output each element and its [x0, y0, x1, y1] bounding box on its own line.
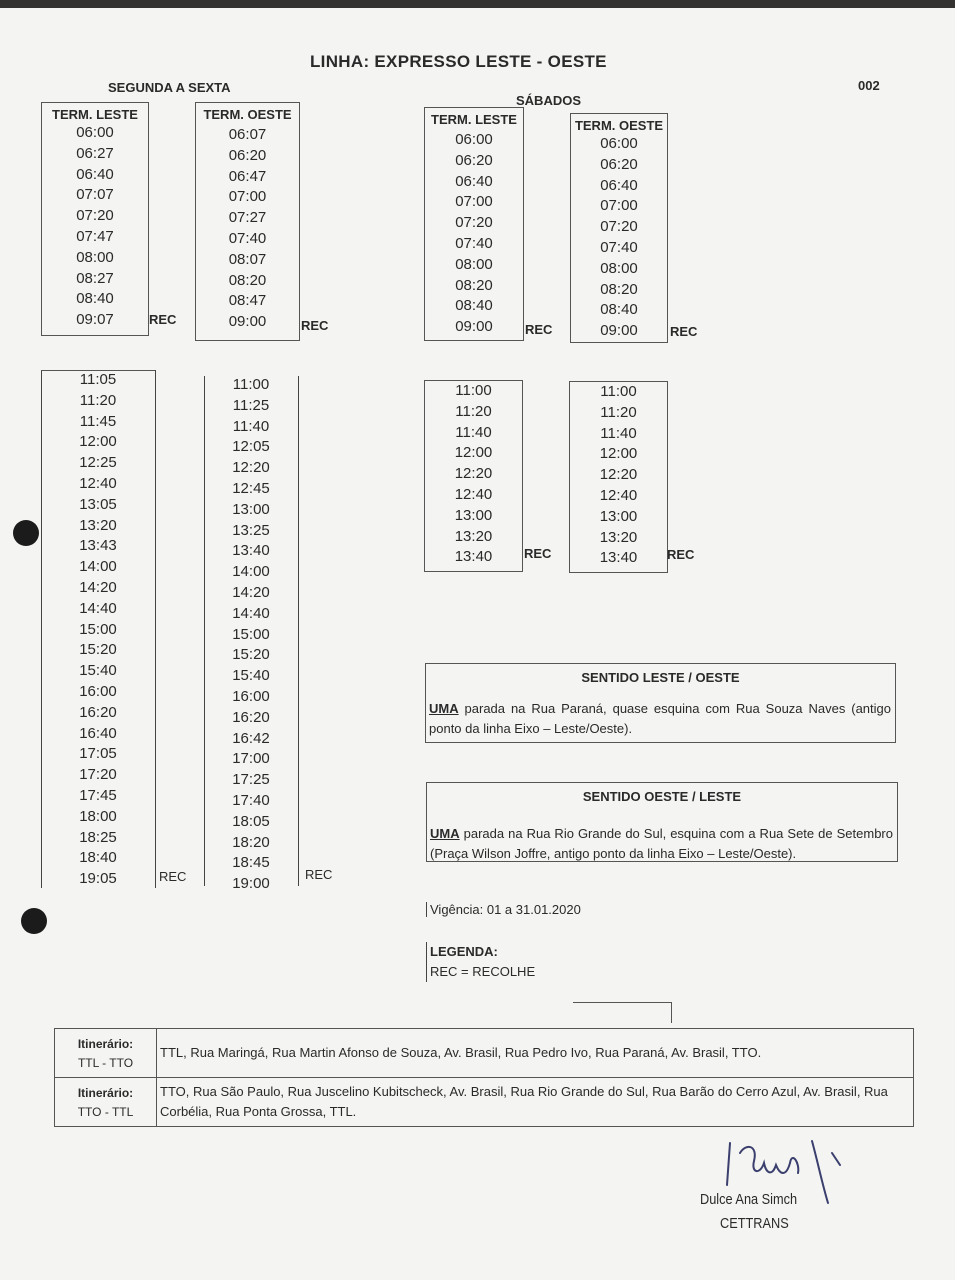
saturday-afternoon-oeste-box [569, 381, 668, 573]
time-cell: 06:40 [76, 165, 114, 183]
binder-hole [21, 908, 47, 934]
signatory-name: Dulce Ana Simch [700, 1191, 798, 1208]
time-cell: 12:05 [232, 438, 270, 456]
time-cell: 11:40 [455, 423, 492, 441]
note-emphasis: UMA [430, 826, 460, 841]
document-number: 002 [858, 78, 880, 93]
itinerary-text: TTO, Rua São Paulo, Rua Juscelino Kubitscheck, Av. Brasil, Rua Rio Grande do Sul, Rua Barão do Cerro Azul, Av. Brasil, Rua Corbélia, Rua Ponta Grossa, TTL. [160, 1084, 888, 1119]
time-cell: 17:40 [232, 791, 270, 809]
binder-hole [13, 520, 39, 546]
itinerary-label-cell [55, 1029, 157, 1077]
saturday-afternoon-leste-times [425, 381, 522, 568]
time-cell: 15:20 [232, 646, 270, 664]
column-rule [298, 376, 299, 886]
time-cell: 07:00 [455, 193, 493, 211]
time-cell: 07:20 [600, 218, 638, 236]
time-cell: 16:20 [79, 703, 117, 721]
time-cell: 18:00 [79, 807, 117, 825]
rec-marker: REC [525, 322, 553, 337]
time-cell: 11:00 [232, 376, 270, 393]
time-cell: 07:47 [76, 227, 114, 245]
time-cell: 11:00 [455, 382, 492, 399]
time-cell: 14:20 [79, 578, 117, 596]
weekday-morning-leste-box [41, 102, 149, 336]
time-cell: 18:40 [79, 849, 117, 867]
time-cell: 08:00 [76, 248, 114, 266]
table-row [55, 1029, 913, 1078]
time-cell: 08:40 [455, 297, 493, 315]
time-cell: 11:20 [79, 391, 117, 409]
time-cell: 08:00 [600, 259, 638, 277]
time-cell: 06:20 [600, 155, 638, 173]
legend-item: REC = RECOLHE [430, 964, 536, 979]
time-cell: 08:20 [228, 271, 267, 289]
time-cell: 14:00 [79, 558, 117, 576]
time-cell: 08:20 [455, 276, 493, 294]
time-cell: 12:20 [232, 459, 270, 477]
time-cell: 12:20 [599, 466, 638, 484]
weekday-morning-oeste-box [195, 102, 300, 341]
time-cell: 18:25 [79, 828, 117, 846]
weekday-morning-leste-times [42, 123, 148, 331]
time-cell: 16:20 [232, 708, 270, 726]
time-cell: 06:40 [600, 176, 638, 194]
time-cell: 11:20 [455, 402, 492, 420]
time-cell: 17:00 [232, 750, 270, 768]
time-cell: 15:20 [79, 641, 117, 659]
note-heading: SENTIDO LESTE / OESTE [581, 670, 740, 685]
time-cell: 09:00 [455, 318, 493, 336]
time-cell: 11:40 [232, 417, 270, 435]
time-cell: 16:40 [79, 724, 117, 742]
time-cell: 11:05 [79, 371, 117, 388]
time-cell: 13:05 [79, 495, 117, 513]
time-cell: 08:27 [76, 269, 114, 287]
time-cell: 13:40 [599, 549, 638, 567]
note-heading: SENTIDO OESTE / LESTE [582, 789, 742, 804]
legend-heading: LEGENDA: [430, 944, 498, 959]
rec-marker: REC [301, 318, 329, 333]
itinerary-label: Itinerário: [77, 1037, 134, 1051]
rec-marker: REC [305, 867, 333, 882]
table-row [55, 1078, 913, 1126]
time-cell: 17:45 [79, 786, 117, 804]
time-cell: 07:20 [455, 214, 493, 232]
time-cell: 11:40 [600, 424, 637, 442]
weekday-afternoon-leste-times [41, 370, 155, 890]
time-cell: 06:00 [76, 124, 114, 141]
time-cell: 13:00 [599, 507, 638, 525]
time-cell: 06:40 [455, 172, 493, 190]
time-cell: 08:47 [228, 292, 267, 310]
time-cell: 11:20 [600, 403, 637, 421]
weekday-heading: SEGUNDA A SEXTA [108, 80, 231, 95]
time-cell: 07:40 [455, 234, 493, 252]
note-emphasis: UMA [429, 701, 459, 716]
time-cell: 14:40 [79, 599, 117, 617]
time-cell: 19:05 [79, 870, 117, 888]
time-cell: 09:00 [600, 322, 638, 340]
note-body [429, 699, 891, 739]
time-cell: 19:00 [232, 875, 270, 893]
time-cell: 17:20 [79, 766, 117, 784]
time-cell: 07:40 [228, 229, 267, 247]
time-cell: 14:40 [232, 604, 270, 622]
weekday-leste-header: TERM. LESTE [52, 107, 138, 122]
time-cell: 15:00 [232, 625, 270, 643]
itinerary-table [54, 1028, 914, 1127]
saturday-heading: SÁBADOS [516, 93, 582, 108]
legend [426, 942, 535, 982]
time-cell: 09:00 [228, 313, 267, 331]
time-cell: 12:00 [599, 445, 638, 463]
weekday-morning-oeste-times [196, 125, 299, 333]
table-tab-rule [573, 1002, 672, 1023]
rec-marker: REC [670, 324, 698, 339]
itinerary-label: Itinerário: [77, 1086, 134, 1100]
time-cell: 07:20 [76, 207, 114, 225]
saturday-morning-oeste-box [570, 113, 668, 343]
rec-marker: REC [149, 312, 177, 327]
column-rule [155, 370, 156, 888]
itinerary-label-cell [55, 1078, 157, 1126]
time-cell: 12:40 [79, 474, 117, 492]
saturday-morning-leste-times [425, 130, 523, 338]
time-cell: 18:05 [232, 812, 270, 830]
time-cell: 12:00 [79, 433, 117, 451]
time-cell: 09:07 [76, 311, 114, 329]
time-cell: 13:20 [454, 527, 493, 545]
signatory-organization: CETTRANS [720, 1215, 789, 1232]
saturday-morning-leste-box [424, 107, 524, 341]
itinerary-text: TTL, Rua Maringá, Rua Martin Afonso de Souza, Av. Brasil, Rua Pedro Ivo, Rua Paraná, Av. Brasil, TTO. [160, 1045, 762, 1060]
time-cell: 07:00 [228, 188, 267, 206]
time-cell: 12:40 [599, 486, 638, 504]
schedule-document [0, 8, 955, 1280]
time-cell: 12:25 [79, 454, 117, 472]
time-cell: 08:00 [455, 255, 493, 273]
time-cell: 18:20 [232, 833, 270, 851]
time-cell: 06:20 [228, 146, 267, 164]
saturday-leste-header: TERM. LESTE [431, 112, 517, 127]
time-cell: 06:20 [455, 151, 493, 169]
page-title: LINHA: EXPRESSO LESTE - OESTE [310, 52, 607, 71]
time-cell: 07:27 [228, 209, 267, 227]
time-cell: 13:25 [232, 521, 270, 539]
saturday-oeste-header: TERM. OESTE [574, 118, 664, 133]
time-cell: 14:20 [232, 583, 270, 601]
time-cell: 13:00 [232, 500, 270, 518]
saturday-morning-oeste-times [571, 134, 667, 342]
time-cell: 06:00 [600, 135, 638, 152]
time-cell: 17:05 [79, 745, 117, 763]
time-cell: 12:40 [454, 485, 493, 503]
time-cell: 17:25 [232, 771, 270, 789]
time-cell: 16:00 [232, 687, 270, 705]
time-cell: 07:40 [600, 238, 638, 256]
time-cell: 08:40 [76, 290, 114, 308]
rec-marker: REC [159, 869, 187, 884]
validity-text: Vigência: 01 a 31.01.2020 [426, 902, 581, 917]
note-body [430, 824, 893, 864]
rec-marker: REC [667, 547, 695, 562]
saturday-afternoon-oeste-times [570, 382, 667, 569]
note-text: parada na Rua Rio Grande do Sul, esquina com a Rua Sete de Setembro (Praça Wilson Joffre, antigo ponto da linha Eixo – Leste/Oeste). [430, 826, 893, 861]
time-cell: 08:20 [600, 280, 638, 298]
time-cell: 13:20 [79, 516, 117, 534]
time-cell: 06:47 [228, 167, 267, 185]
time-cell: 13:20 [599, 528, 638, 546]
saturday-afternoon-leste-box [424, 380, 523, 572]
itinerary-route: TTL - TTO [77, 1056, 134, 1070]
itinerary-route: TTO - TTL [77, 1105, 134, 1119]
time-cell: 13:40 [454, 548, 493, 566]
time-cell: 16:00 [79, 682, 117, 700]
time-cell: 11:25 [232, 396, 270, 414]
time-cell: 18:45 [232, 854, 270, 872]
time-cell: 08:40 [600, 301, 638, 319]
time-cell: 13:40 [232, 542, 270, 560]
time-cell: 12:20 [454, 465, 493, 483]
time-cell: 13:43 [79, 537, 117, 555]
time-cell: 15:40 [79, 662, 117, 680]
time-cell: 07:00 [600, 197, 638, 215]
time-cell: 06:07 [228, 126, 267, 143]
time-cell: 08:07 [228, 250, 267, 268]
weekday-oeste-header: TERM. OESTE [203, 107, 292, 122]
rec-marker: REC [524, 546, 552, 561]
weekday-afternoon-oeste-times [204, 375, 298, 895]
time-cell: 14:00 [232, 563, 270, 581]
time-cell: 12:45 [232, 479, 270, 497]
time-cell: 12:00 [454, 444, 493, 462]
note-leste-oeste [425, 663, 896, 743]
time-cell: 13:00 [454, 506, 493, 524]
time-cell: 06:27 [76, 144, 114, 162]
time-cell: 06:00 [455, 131, 493, 148]
time-cell: 16:42 [232, 729, 270, 747]
note-oeste-leste [426, 782, 898, 862]
time-cell: 07:07 [76, 186, 114, 204]
time-cell: 15:00 [79, 620, 117, 638]
time-cell: 11:00 [600, 383, 637, 400]
time-cell: 15:40 [232, 667, 270, 685]
note-text: parada na Rua Paraná, quase esquina com Rua Souza Naves (antigo ponto da linha Eixo – Leste/Oeste). [429, 701, 891, 736]
time-cell: 11:45 [79, 412, 117, 430]
